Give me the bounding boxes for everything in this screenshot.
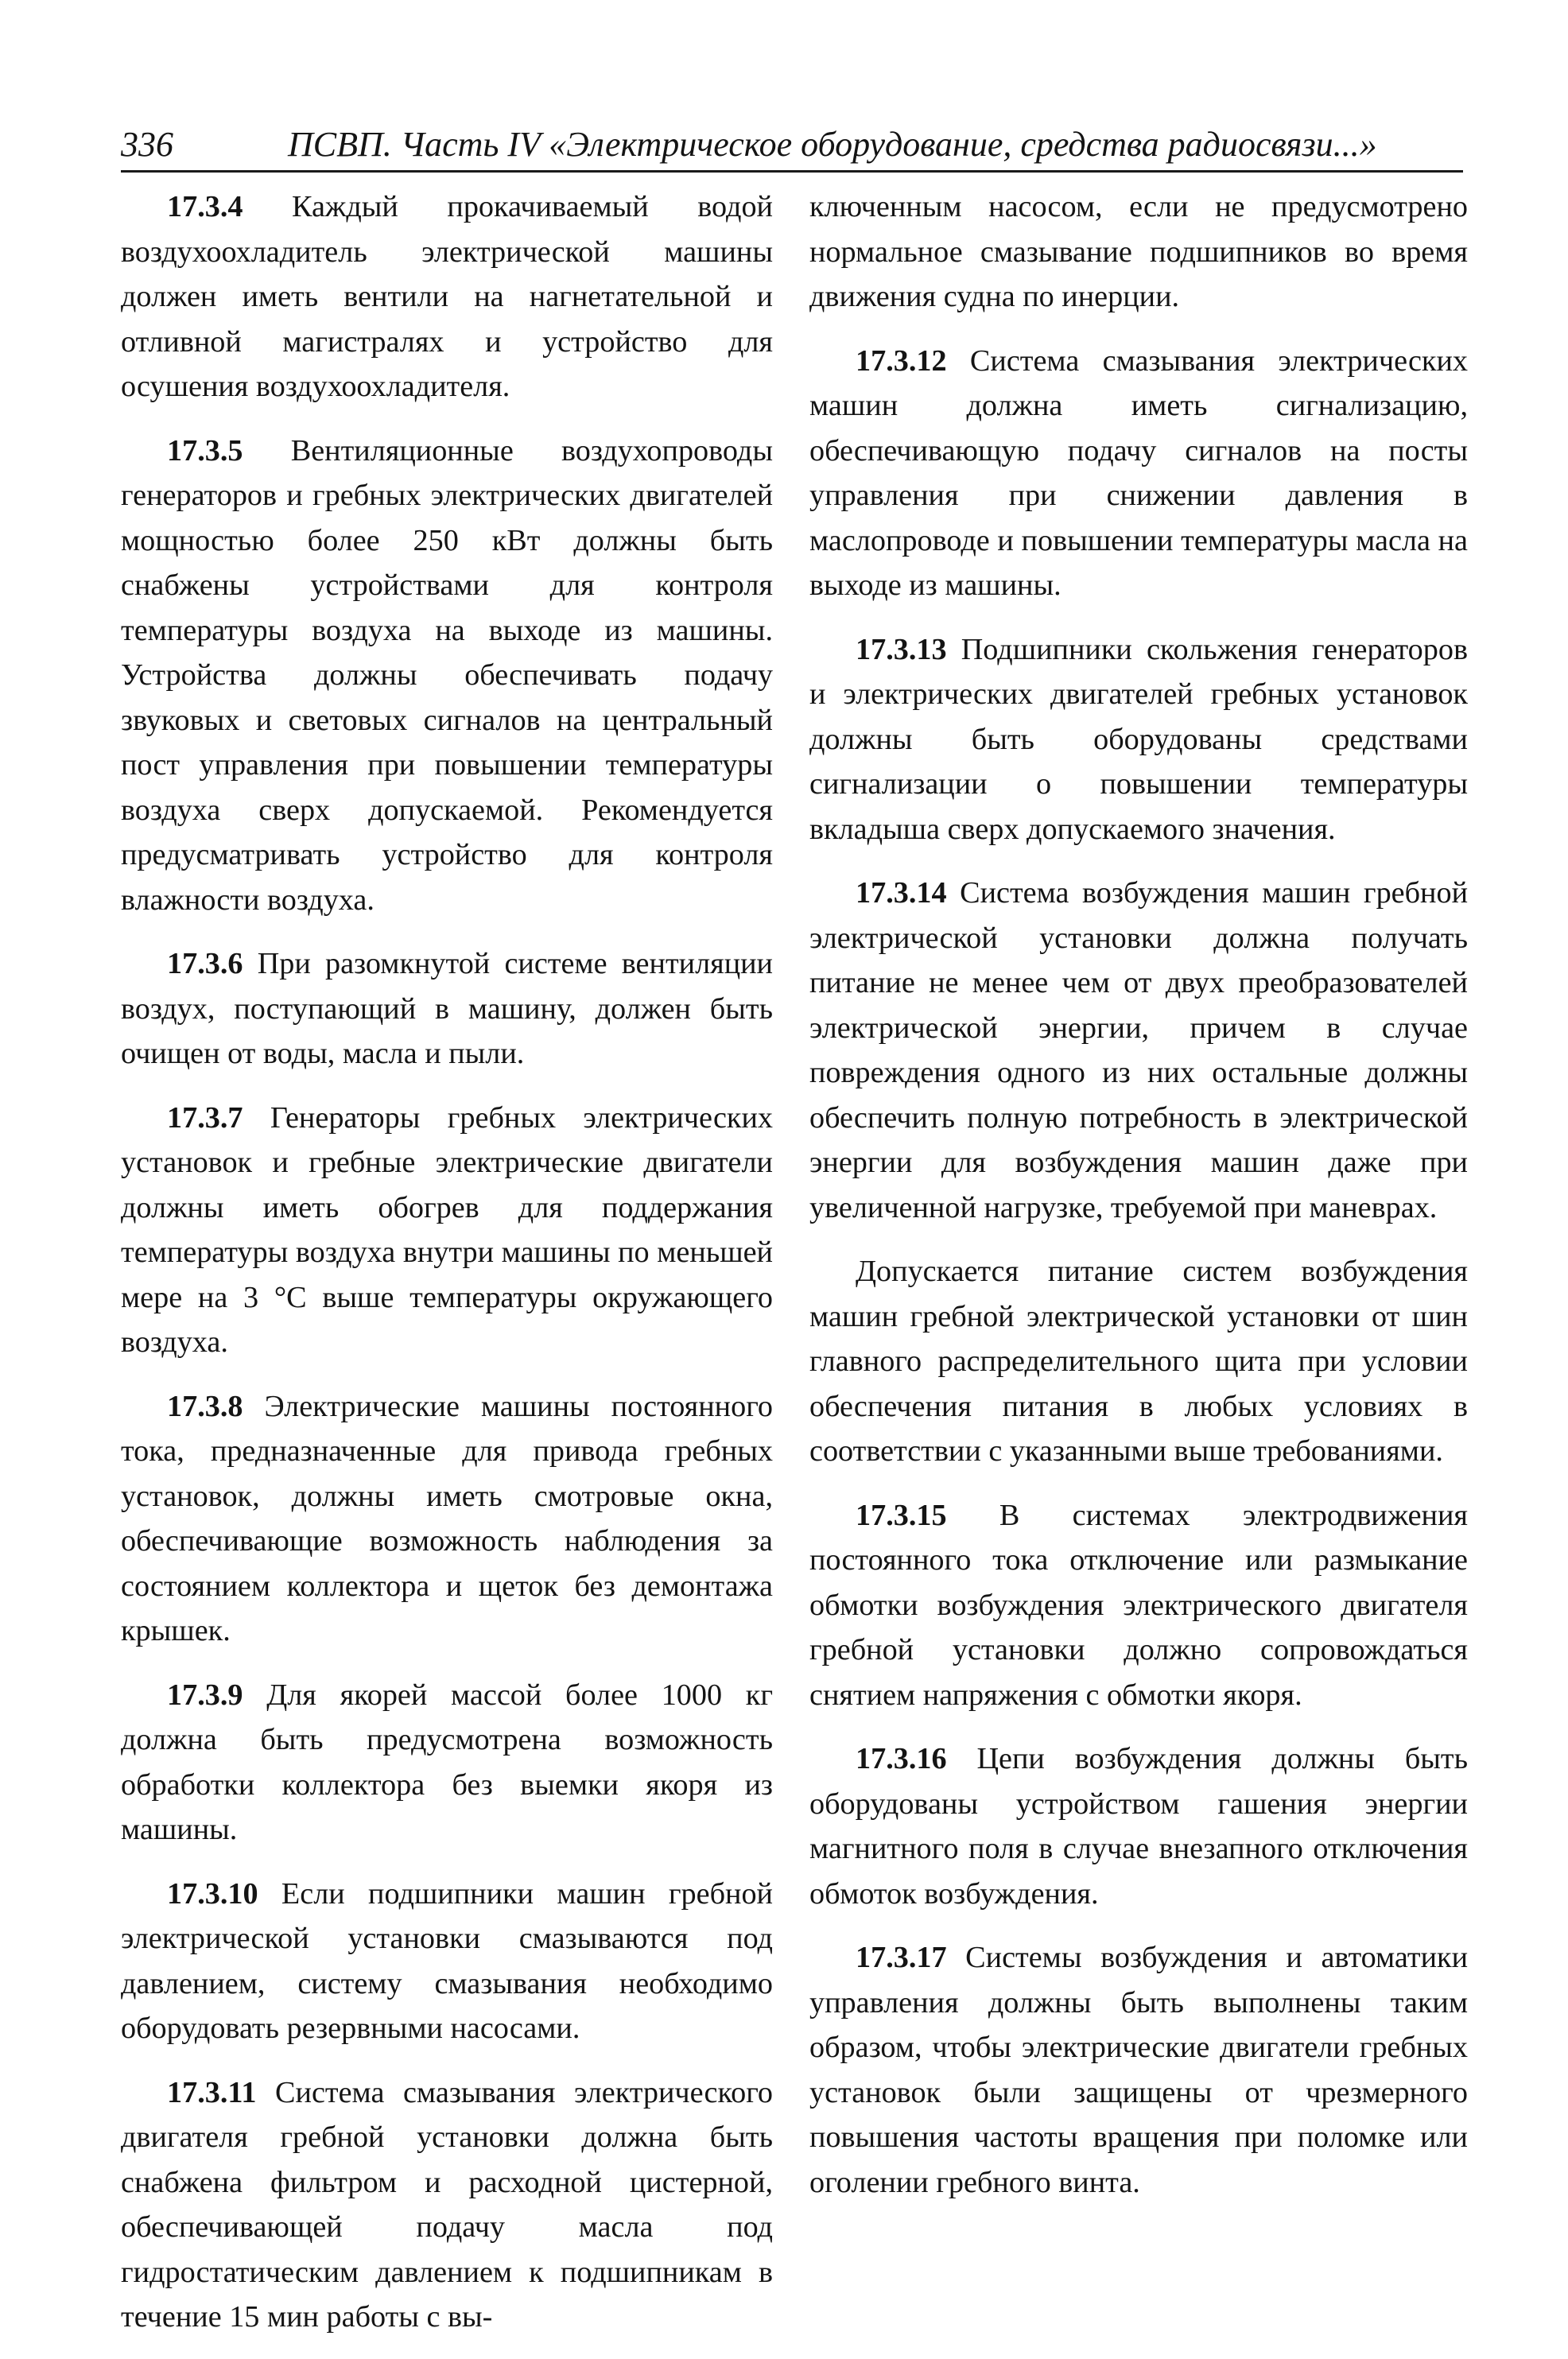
clause [121,2070,773,2340]
clause-number: 17.3.17 [856,1941,947,1974]
clause-number: 17.3.13 [856,632,947,666]
clause-text: Вентиляционные воздухопроводы генераторов и гребных электрических двигателей мощностью более 250 кВт должны быть снабжены устройствами для контроля температуры воздуха на выходе из машины. Устройства должны обеспечивать подачу звуковых и световых сигналов на центральный пост управления при повышении температуры воздуха сверх допускаемой. Рекомендуется предусматривать устройство для контроля влажности воздуха. [121,433,773,917]
clause-text: Цепи возбуждения должны быть оборудованы устройством гашения энергии магнитного поля в случае внезапного отключения обмоток возбуждения. [809,1742,1469,1911]
running-title: ПСВП. Часть IV «Электрическое оборудование, средства радиосвязи...» [288,125,1377,164]
clause-number: 17.3.12 [856,343,947,378]
clause-number: 17.3.4 [167,190,243,223]
page-number: 336 [121,125,173,164]
clause-text: Система возбуждения машин гребной электрической установки должна получать питание не менее чем от двух преобразователей электрической энергии, причем в случае повреждения одного из них остальные должны обеспечить полную потребность в электрической энергии для возбуждения машин даже при увеличенной нагрузке, требуемой при маневрах. [809,876,1469,1224]
left-column [121,184,773,2359]
clause [121,1872,773,2051]
clause [809,1493,1468,1718]
clause-number: 17.3.11 [167,2075,257,2109]
clause-number: 17.3.15 [856,1498,947,1532]
clause [121,1384,773,1654]
clause-text: Генераторы гребных электрических установок и гребные электрические двигатели должны иметь обогрев для поддержания температуры воздуха внутри машины по меньшей мере на 3 °С выше температуры окружающего воздуха. [121,1100,773,1359]
clause-text: В системах электродвижения постоянного тока отключение или размыкание обмотки возбуждения электрического двигателя гребной установки должно сопровождаться снятием напряжения с обмотки якоря. [809,1498,1468,1712]
clause-text: Электрические машины постоянного тока, предназначенные для привода гребных установок, должны иметь смотровые окна, обеспечивающие возможность наблюдения за состоянием коллектора и щеток без демонтажа крышек. [121,1389,773,1647]
clause-text: При разомкнутой системе вентиляции воздух, поступающий в машину, должен быть очищен от воды, масла и пыли. [121,947,773,1070]
clause [809,871,1468,1230]
clause-text: Системы возбуждения и автоматики управления должны быть выполнены таким образом, чтобы электрические двигатели гребных установок были защищены от чрезмерного повышения частоты вращения при поломке или оголении гребного винта. [809,1941,1469,2199]
clause [809,627,1468,852]
clause [121,1096,773,1365]
clause-text: Если подшипники машин гребной электрической установки смазываются под давлением, систему смазывания необходимо оборудовать резервными насосами. [121,1876,773,2045]
clause-number: 17.3.8 [167,1389,243,1423]
clause-number: 17.3.14 [856,876,947,910]
clause-text: Подшипники скольжения генераторов и электрических двигателей гребных установок должны быть оборудованы средствами сигнализации о повышении температуры вкладыша сверх допускаемого значения. [809,632,1468,846]
clause [121,941,773,1077]
clause-text: ключенным насосом, если не предусмотрено нормальное смазывание подшипников во время движения судна по инерции. [809,190,1468,313]
clause [809,1736,1468,1916]
clause [121,429,773,923]
clause [809,339,1468,608]
paragraph [809,1249,1468,1474]
clause-number: 17.3.7 [167,1100,243,1135]
clause [121,184,773,409]
clause-continuation [809,184,1468,320]
paragraph-text: Допускается питание систем возбуждения машин гребной электрической установки от шин главного распределительного щита при условии обеспечения питания в любых условиях в соответствии с указанными выше требованиями. [809,1255,1468,1468]
clause-text: Система смазывания электрического двигателя гребной установки должна быть снабжена фильтром и расходной цистерной, обеспечивающей подачу масла под гидростатическим давлением к подшипникам в течение 15 мин работы с вы- [121,2075,773,2334]
clause-text: Система смазывания электрических машин должна иметь сигнализацию, обеспечивающую подачу сигналов на посты управления при снижении давления в маслопроводе и повышении температуры масла на выходе из машины. [809,343,1469,602]
clause-text: Каждый прокачиваемый водой воздухоохладитель электрической машины должен иметь вентили на нагнетательной и отливной магистралях и устройство для осушения воздухоохладителя. [121,190,773,403]
clause [809,1935,1468,2205]
clause-number: 17.3.16 [856,1742,947,1775]
clause-number: 17.3.5 [167,433,243,468]
clause-number: 17.3.9 [167,1678,243,1712]
clause-number: 17.3.10 [167,1876,258,1911]
clause-number: 17.3.6 [167,947,243,980]
right-column [809,184,1468,2224]
clause [121,1673,773,1853]
page-header [121,119,1463,173]
clause-text: Для якорей массой более 1000 кг должна быть предусмотрена возможность обработки коллектора без выемки якоря из машины. [121,1678,773,1846]
